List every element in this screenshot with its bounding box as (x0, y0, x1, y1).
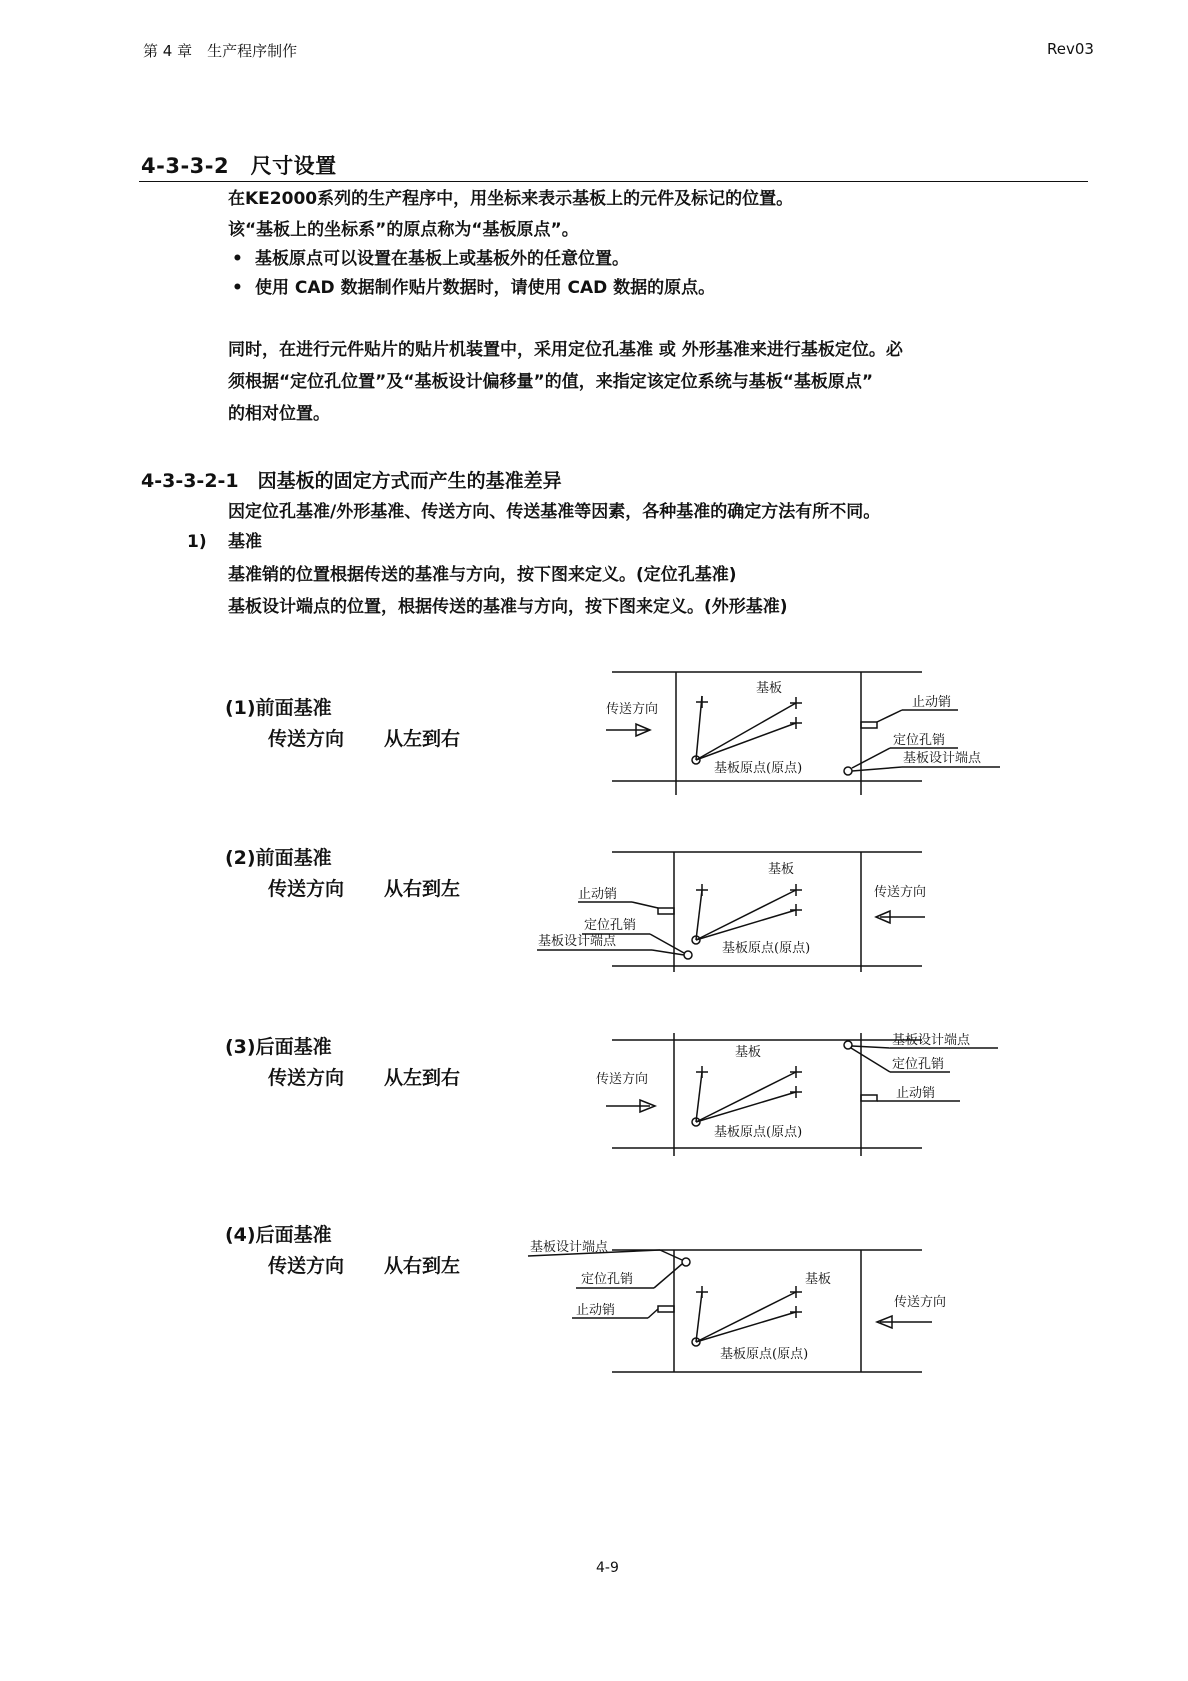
label-transfer: 传送方向 (894, 1295, 947, 1310)
label-locating: 定位孔销 (584, 918, 637, 933)
locating-pin-shape (682, 1258, 690, 1266)
case-2-title: (2)前面基准 (225, 847, 332, 869)
paragraph-line-3: 的相对位置。 (228, 404, 330, 424)
paragraph-line-1: 同时，在进行元件贴片的贴片机装置中，采用定位孔基准 或 外形基准来进行基板定位。必 (228, 340, 903, 360)
axis-line (696, 1292, 702, 1342)
item-line-2: 基板设计端点的位置，根据传送的基准与方向，按下图来定义。(外形基准) (228, 597, 788, 617)
case-2-direction-label: 传送方向 (268, 878, 345, 900)
cross-marks (696, 1286, 802, 1318)
label-transfer: 传送方向 (606, 702, 659, 717)
label-design-end: 基板设计端点 (892, 1033, 971, 1048)
label-stopper: 止动销 (576, 1303, 616, 1318)
label-origin: 基板原点(原点) (720, 1347, 809, 1362)
case-4-direction-label: 传送方向 (268, 1255, 345, 1277)
chapter-header: 第 4 章 生产程序制作 (143, 42, 298, 60)
label-design-end: 基板设计端点 (538, 934, 617, 949)
case-1-direction-value: 从左到右 (384, 728, 461, 750)
case-3-direction-label: 传送方向 (268, 1067, 345, 1089)
label-design-end: 基板设计端点 (530, 1240, 609, 1255)
label-locating: 定位孔销 (893, 733, 946, 748)
bullet-dot: • (232, 249, 243, 269)
label-locating: 定位孔销 (581, 1272, 634, 1287)
bullet-1: 基板原点可以设置在基板上或基板外的任意位置。 (255, 249, 629, 269)
bullet-dot: • (232, 278, 243, 298)
paragraph-line-2: 须根据“定位孔位置”及“基板设计偏移量”的值，来指定该定位系统与基板“基板原点” (228, 372, 874, 392)
label-transfer: 传送方向 (596, 1072, 649, 1087)
label-stopper: 止动销 (578, 887, 618, 902)
case-3-title: (3)后面基准 (225, 1036, 332, 1058)
item-line-1: 基准销的位置根据传送的基准与方向，按下图来定义。(定位孔基准) (228, 565, 737, 585)
case-4-direction-value: 从右到左 (384, 1255, 461, 1277)
section-title: 4-3-3-2 尺寸设置 (141, 154, 337, 178)
label-board: 基板 (768, 862, 795, 877)
label-board: 基板 (735, 1045, 762, 1060)
label-origin: 基板原点(原点) (714, 761, 803, 776)
case-1-title: (1)前面基准 (225, 697, 332, 719)
subsection-intro: 因定位孔基准/外形基准、传送方向、传送基准等因素，各种基准的确定方法有所不同。 (228, 502, 881, 522)
label-transfer: 传送方向 (874, 885, 927, 900)
leader (660, 1250, 682, 1260)
label-board: 基板 (805, 1272, 832, 1287)
case-2-direction-value: 从右到左 (384, 878, 461, 900)
label-locating: 定位孔销 (892, 1057, 945, 1072)
item-number: 1) (187, 532, 207, 552)
intro-line-1: 在KE2000系列的生产程序中，用坐标来表示基板上的元件及标记的位置。 (228, 189, 794, 209)
leader (648, 1309, 658, 1318)
case-3-direction-value: 从左到右 (384, 1067, 461, 1089)
subsection-title: 4-3-3-2-1 因基板的固定方式而产生的基准差异 (141, 470, 562, 492)
page-number: 4-9 (596, 1560, 619, 1576)
leader (654, 1264, 682, 1288)
label-origin: 基板原点(原点) (714, 1125, 803, 1140)
bullet-2: 使用 CAD 数据制作贴片数据时，请使用 CAD 数据的原点。 (255, 278, 716, 298)
stopper-pin-shape (658, 1306, 674, 1312)
case-1-direction-label: 传送方向 (268, 728, 345, 750)
case-4-title: (4)后面基准 (225, 1224, 332, 1246)
label-stopper: 止动销 (896, 1086, 936, 1101)
label-stopper: 止动销 (912, 695, 952, 710)
label-design-end: 基板设计端点 (903, 751, 982, 766)
label-board: 基板 (756, 681, 783, 696)
item-title: 基准 (228, 532, 262, 552)
label-origin: 基板原点(原点) (722, 941, 811, 956)
revision-label: Rev03 (1047, 40, 1094, 58)
intro-line-2: 该“基板上的坐标系”的原点称为“基板原点”。 (228, 220, 579, 240)
